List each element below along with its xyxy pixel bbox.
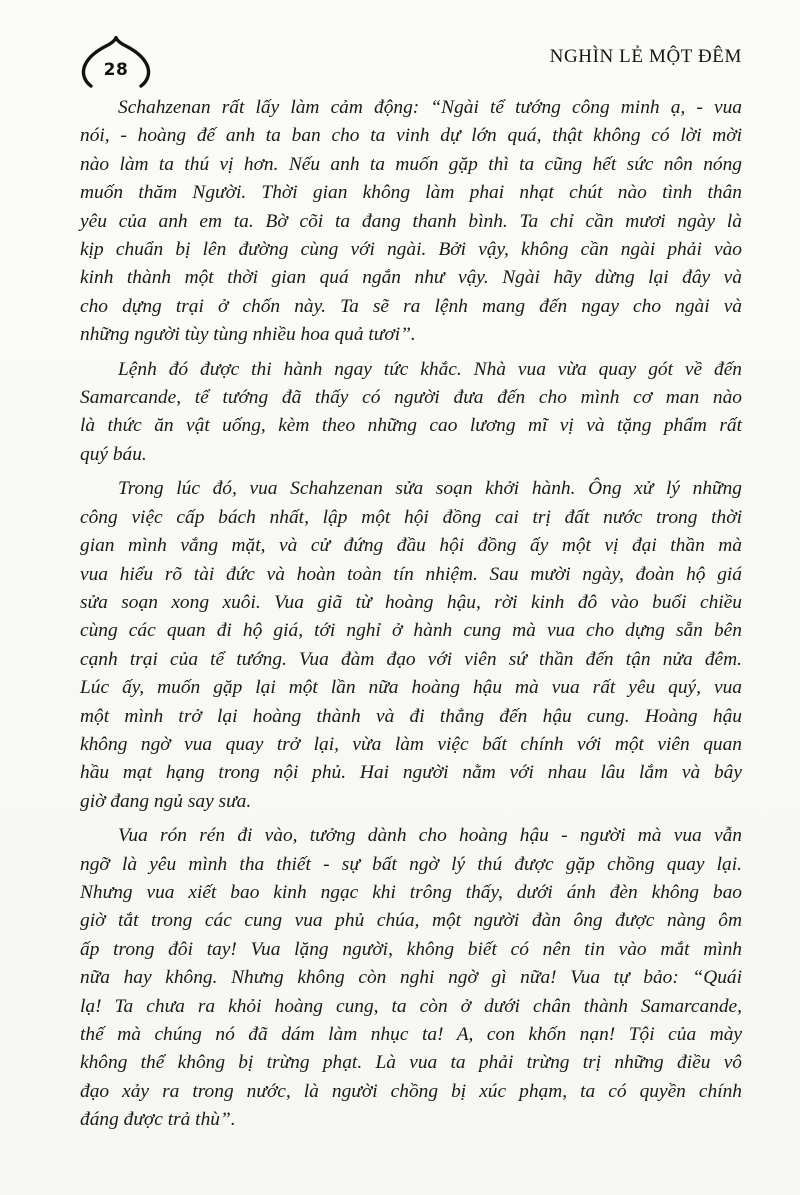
text-body [80,94,742,1135]
text-line: đạo xảy ra trong nước, là người chồng bị xúc phạm, ta có quyền chính [80,1080,742,1102]
text-line: công việc cấp bách nhất, lập một hội đồng cai trị đất nước trong thời [80,506,742,528]
page-number: 28 [103,60,129,80]
paragraph [80,475,742,816]
text-line: vua hiểu rõ tài đức và hoàn toàn tín nhiệm. Sau mười ngày, đoàn hộ giá [80,563,742,585]
text-line: ấp trong đôi tay! Vua lặng người, không biết có nên tin vào mắt mình [80,938,742,960]
text-line: muốn thăm Người. Thời gian không làm phai nhạt chút nào tình thân [80,182,742,204]
text-line: kịp chuẩn bị lên đường cùng với ngài. Bởi vậy, không cần ngài phải vào [80,239,742,261]
text-line: giờ đang ngủ say sưa. [80,790,252,812]
text-line: đáng được trả thù”. [80,1109,236,1131]
text-line: lạ! Ta chưa ra khỏi hoàng cung, ta còn ở dưới chân thành Samarcande, [80,995,742,1017]
page-header [0,0,800,96]
text-line: Trong lúc đó, vua Schahzenan sửa soạn khởi hành. Ông xử lý những [118,478,742,500]
text-line: không thể không bị trừng phạt. Là vua ta phải trừng trị những điều vô [80,1052,742,1074]
text-line: Samarcande, tể tướng đã thấy có người đưa đến cho mình cơ man nào [80,387,742,409]
text-line: không ngờ vua quay trở lại, vừa làm việc bất chính với một viên quan [80,733,742,755]
text-line: kinh thành một thời gian quá ngắn như vậy. Ngài hãy dừng lại đây và [80,267,742,289]
text-line: giờ tắt trong các cung vua phủ chúa, một người đàn ông được nàng ôm [80,910,742,932]
text-line: hầu mạt hạng trong nội phủ. Hai người nằm với nhau lâu lắm và bây [80,762,742,784]
text-line: ngỡ là yêu mình tha thiết - sự bất ngờ lý thú được gặp chồng quay lại. [80,853,742,875]
text-line: nữa hay không. Nhưng không còn nghi ngờ gì nữa! Vua tự bảo: “Quái [80,967,742,989]
text-line: yêu của anh em ta. Bờ cõi ta đang thanh bình. Ta chỉ cần mươi ngày là [80,210,742,232]
text-line: Lúc ấy, muốn gặp lại một lần nữa hoàng hậu mà vua rất yêu quý, vua [80,677,742,699]
text-line: Schahzenan rất lấy làm cảm động: “Ngài tể tướng công minh ạ, - vua [118,97,742,118]
text-line: là thức ăn vật uống, kèm theo những cao lương mĩ vị và tặng phẩm rất [80,415,742,437]
text-line: thế mà chúng nó đã dám làm nhục ta! A, con khốn nạn! Tội của mày [80,1024,742,1045]
text-line: sửa soạn xong xuôi. Vua giã từ hoàng hậu, rời kinh đô vào buổi chiều [80,591,742,613]
text-line: Lệnh đó được thi hành ngay tức khắc. Nhà vua vừa quay gót về đến [118,358,742,380]
text-line: gian mình vắng mặt, và cử đứng đầu hội đồng ấy một vị đại thần mà [80,535,742,557]
text-line: nào làm ta thú vị hơn. Nếu anh ta muốn gặp thì ta cũng hết sức nôn nóng [80,153,742,175]
page-number-badge [76,36,156,94]
running-header-title: NGHÌN LẺ MỘT ĐÊM [549,46,742,67]
text-line: cạnh trại của tể tướng. Vua đàm đạo với viên sứ thần đến tận nửa đêm. [80,648,742,670]
text-line: những người tùy tùng nhiều hoa quả tươi”. [80,324,416,346]
paragraph [80,94,742,350]
text-line: một mình trở lại hoàng thành và đi thẳng đến hậu cung. Hoàng hậu [80,705,742,727]
text-line: cho dựng trại ở chốn này. Ta sẽ ra lệnh mang đến ngay cho ngài và [80,295,742,317]
text-line: nói, - hoàng đế anh ta ban cho ta vinh dự lớn quá, thật không có lời mời [80,125,742,147]
text-line: cùng các quan đi hộ giá, tới nghỉ ở hành cung mà vua cho dựng sẵn bên [80,620,742,642]
text-line: quý báu. [80,443,147,465]
text-line: Nhưng vua xiết bao kinh ngạc khi trông thấy, dưới ánh đèn không bao [80,881,742,903]
text-line: Vua rón rén đi vào, tưởng dành cho hoàng hậu - người mà vua vẫn [118,825,742,847]
paragraph [80,822,742,1134]
paragraph [80,356,742,470]
